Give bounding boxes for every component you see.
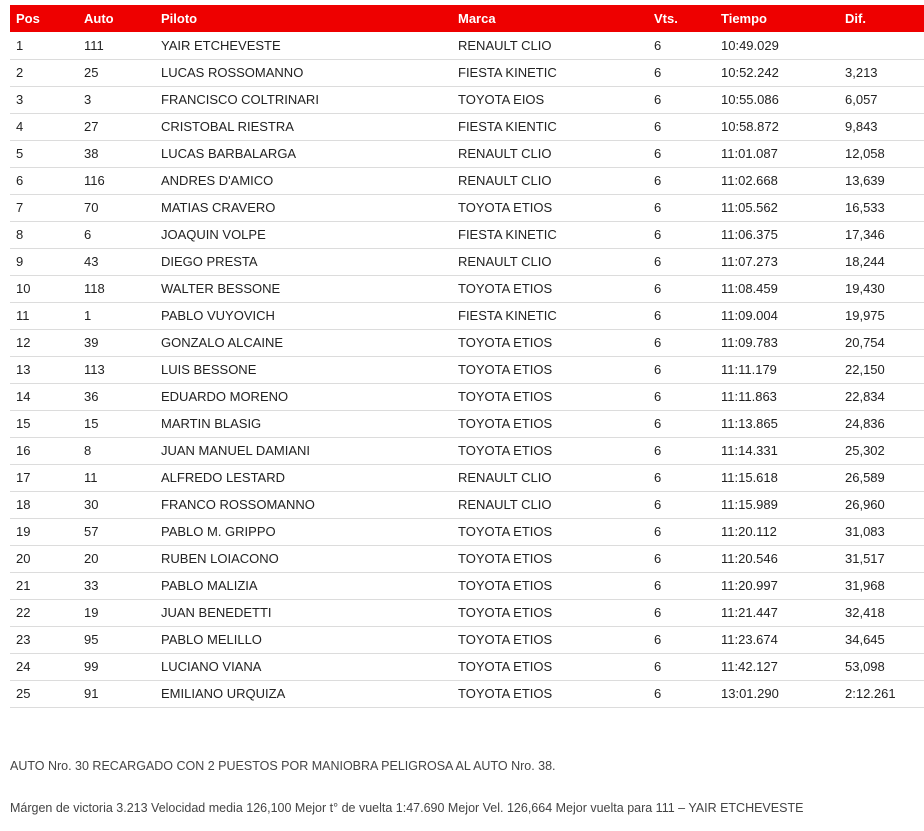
- cell-marca: TOYOTA EIOS: [452, 86, 648, 113]
- table-row: [10, 572, 924, 599]
- cell-pos: 13: [10, 356, 78, 383]
- cell-pos: 6: [10, 167, 78, 194]
- column-header-auto: Auto: [84, 11, 114, 26]
- cell-marca: TOYOTA ETIOS: [452, 545, 648, 572]
- cell-vueltas: 6: [648, 167, 715, 194]
- cell-marca: TOYOTA ETIOS: [452, 356, 648, 383]
- cell-piloto: WALTER BESSONE: [155, 275, 452, 302]
- table-row: [10, 383, 924, 410]
- cell-piloto: MATIAS CRAVERO: [155, 194, 452, 221]
- cell-vueltas: 6: [648, 545, 715, 572]
- cell-vueltas: 6: [648, 86, 715, 113]
- cell-auto: 99: [78, 653, 155, 680]
- cell-tiempo: 10:52.242: [715, 59, 839, 86]
- cell-vueltas: 6: [648, 626, 715, 653]
- cell-vueltas: 6: [648, 32, 715, 59]
- cell-pos: 4: [10, 113, 78, 140]
- cell-piloto: GONZALO ALCAINE: [155, 329, 452, 356]
- cell-dif: 24,836: [839, 410, 924, 437]
- cell-pos: 20: [10, 545, 78, 572]
- cell-vueltas: 6: [648, 680, 715, 707]
- table-row: [10, 140, 924, 167]
- cell-dif: 9,843: [839, 113, 924, 140]
- cell-tiempo: 11:14.331: [715, 437, 839, 464]
- cell-marca: RENAULT CLIO: [452, 491, 648, 518]
- cell-pos: 15: [10, 410, 78, 437]
- cell-pos: 24: [10, 653, 78, 680]
- cell-marca: TOYOTA ETIOS: [452, 680, 648, 707]
- cell-pos: 1: [10, 32, 78, 59]
- cell-tiempo: 11:02.668: [715, 167, 839, 194]
- column-header-marca: Marca: [458, 11, 496, 26]
- cell-pos: 10: [10, 275, 78, 302]
- cell-piloto: CRISTOBAL RIESTRA: [155, 113, 452, 140]
- cell-auto: 8: [78, 437, 155, 464]
- cell-marca: TOYOTA ETIOS: [452, 653, 648, 680]
- table-row: [10, 437, 924, 464]
- column-header-tiempo: Tiempo: [721, 11, 767, 26]
- table-row: [10, 167, 924, 194]
- cell-dif: 22,150: [839, 356, 924, 383]
- table-row: [10, 680, 924, 707]
- cell-vueltas: 6: [648, 59, 715, 86]
- cell-tiempo: 11:20.546: [715, 545, 839, 572]
- cell-dif: 2:12.261: [839, 680, 924, 707]
- cell-marca: RENAULT CLIO: [452, 140, 648, 167]
- cell-vueltas: 6: [648, 140, 715, 167]
- table-row: [10, 113, 924, 140]
- cell-marca: RENAULT CLIO: [452, 167, 648, 194]
- cell-dif: 32,418: [839, 599, 924, 626]
- cell-dif: 19,975: [839, 302, 924, 329]
- cell-vueltas: 6: [648, 518, 715, 545]
- table-row: [10, 491, 924, 518]
- penalty-note: AUTO Nro. 30 RECARGADO CON 2 PUESTOS POR MANIOBRA PELIGROSA AL AUTO Nro. 38.: [10, 759, 556, 773]
- cell-vueltas: 6: [648, 221, 715, 248]
- cell-marca: RENAULT CLIO: [452, 464, 648, 491]
- cell-dif: 12,058: [839, 140, 924, 167]
- cell-dif: 34,645: [839, 626, 924, 653]
- cell-marca: TOYOTA ETIOS: [452, 599, 648, 626]
- cell-vueltas: 6: [648, 410, 715, 437]
- cell-piloto: EMILIANO URQUIZA: [155, 680, 452, 707]
- cell-pos: 22: [10, 599, 78, 626]
- cell-auto: 11: [78, 464, 155, 491]
- table-row: [10, 599, 924, 626]
- cell-vueltas: 6: [648, 572, 715, 599]
- cell-marca: TOYOTA ETIOS: [452, 329, 648, 356]
- cell-marca: TOYOTA ETIOS: [452, 518, 648, 545]
- cell-tiempo: 11:15.618: [715, 464, 839, 491]
- cell-auto: 95: [78, 626, 155, 653]
- cell-tiempo: 10:58.872: [715, 113, 839, 140]
- cell-vueltas: 6: [648, 113, 715, 140]
- cell-auto: 91: [78, 680, 155, 707]
- cell-auto: 118: [78, 275, 155, 302]
- cell-tiempo: 11:01.087: [715, 140, 839, 167]
- table-row: [10, 410, 924, 437]
- cell-tiempo: 10:49.029: [715, 32, 839, 59]
- table-row: [10, 32, 924, 59]
- cell-auto: 38: [78, 140, 155, 167]
- cell-dif: 20,754: [839, 329, 924, 356]
- cell-dif: 13,639: [839, 167, 924, 194]
- column-header-dif: Dif.: [845, 11, 866, 26]
- table-row: [10, 59, 924, 86]
- column-header-vueltas: Vts.: [654, 11, 678, 26]
- cell-marca: FIESTA KINETIC: [452, 221, 648, 248]
- cell-tiempo: 11:15.989: [715, 491, 839, 518]
- table-row: [10, 518, 924, 545]
- cell-auto: 39: [78, 329, 155, 356]
- table-row: [10, 248, 924, 275]
- cell-piloto: JUAN BENEDETTI: [155, 599, 452, 626]
- cell-tiempo: 11:20.112: [715, 518, 839, 545]
- cell-piloto: ALFREDO LESTARD: [155, 464, 452, 491]
- cell-piloto: PABLO MALIZIA: [155, 572, 452, 599]
- cell-marca: FIESTA KINETIC: [452, 59, 648, 86]
- cell-tiempo: 11:42.127: [715, 653, 839, 680]
- cell-marca: TOYOTA ETIOS: [452, 626, 648, 653]
- table-row: [10, 545, 924, 572]
- cell-piloto: MARTIN BLASIG: [155, 410, 452, 437]
- table-row: [10, 464, 924, 491]
- cell-dif: 53,098: [839, 653, 924, 680]
- cell-pos: 23: [10, 626, 78, 653]
- cell-dif: 18,244: [839, 248, 924, 275]
- cell-auto: 20: [78, 545, 155, 572]
- cell-vueltas: 6: [648, 356, 715, 383]
- cell-tiempo: 11:09.783: [715, 329, 839, 356]
- cell-pos: 18: [10, 491, 78, 518]
- cell-auto: 70: [78, 194, 155, 221]
- cell-tiempo: 11:20.997: [715, 572, 839, 599]
- cell-marca: FIESTA KINETIC: [452, 302, 648, 329]
- cell-tiempo: 11:05.562: [715, 194, 839, 221]
- table-row: [10, 275, 924, 302]
- cell-tiempo: 11:09.004: [715, 302, 839, 329]
- cell-vueltas: 6: [648, 491, 715, 518]
- cell-dif: 17,346: [839, 221, 924, 248]
- cell-vueltas: 6: [648, 653, 715, 680]
- cell-piloto: PABLO M. GRIPPO: [155, 518, 452, 545]
- cell-auto: 25: [78, 59, 155, 86]
- table-row: [10, 221, 924, 248]
- cell-pos: 12: [10, 329, 78, 356]
- cell-marca: RENAULT CLIO: [452, 32, 648, 59]
- cell-piloto: PABLO VUYOVICH: [155, 302, 452, 329]
- cell-pos: 8: [10, 221, 78, 248]
- cell-vueltas: 6: [648, 437, 715, 464]
- table-row: [10, 86, 924, 113]
- table-row: [10, 653, 924, 680]
- cell-vueltas: 6: [648, 302, 715, 329]
- cell-dif: 31,517: [839, 545, 924, 572]
- cell-pos: 11: [10, 302, 78, 329]
- cell-pos: 19: [10, 518, 78, 545]
- cell-auto: 3: [78, 86, 155, 113]
- cell-marca: FIESTA KIENTIC: [452, 113, 648, 140]
- cell-piloto: JUAN MANUEL DAMIANI: [155, 437, 452, 464]
- cell-pos: 2: [10, 59, 78, 86]
- cell-auto: 116: [78, 167, 155, 194]
- cell-marca: TOYOTA ETIOS: [452, 572, 648, 599]
- cell-dif: 6,057: [839, 86, 924, 113]
- table-row: [10, 194, 924, 221]
- cell-pos: 9: [10, 248, 78, 275]
- cell-piloto: RUBEN LOIACONO: [155, 545, 452, 572]
- cell-piloto: ANDRES D'AMICO: [155, 167, 452, 194]
- cell-dif: 26,960: [839, 491, 924, 518]
- cell-pos: 14: [10, 383, 78, 410]
- cell-tiempo: 11:23.674: [715, 626, 839, 653]
- cell-tiempo: 10:55.086: [715, 86, 839, 113]
- cell-piloto: FRANCISCO COLTRINARI: [155, 86, 452, 113]
- cell-auto: 1: [78, 302, 155, 329]
- cell-tiempo: 11:07.273: [715, 248, 839, 275]
- cell-dif: 3,213: [839, 59, 924, 86]
- results-table-body: [10, 32, 924, 707]
- cell-auto: 33: [78, 572, 155, 599]
- results-table: [10, 5, 924, 708]
- cell-auto: 57: [78, 518, 155, 545]
- cell-tiempo: 11:11.179: [715, 356, 839, 383]
- table-row: [10, 302, 924, 329]
- cell-dif: 19,430: [839, 275, 924, 302]
- results-table-header: [10, 5, 924, 32]
- column-header-piloto: Piloto: [161, 11, 198, 26]
- cell-auto: 113: [78, 356, 155, 383]
- cell-auto: 30: [78, 491, 155, 518]
- cell-auto: 6: [78, 221, 155, 248]
- cell-marca: RENAULT CLIO: [452, 248, 648, 275]
- cell-dif: 31,968: [839, 572, 924, 599]
- table-row: [10, 329, 924, 356]
- cell-dif: 16,533: [839, 194, 924, 221]
- cell-tiempo: 11:08.459: [715, 275, 839, 302]
- cell-auto: 43: [78, 248, 155, 275]
- cell-piloto: EDUARDO MORENO: [155, 383, 452, 410]
- cell-auto: 36: [78, 383, 155, 410]
- cell-pos: 17: [10, 464, 78, 491]
- cell-marca: TOYOTA ETIOS: [452, 194, 648, 221]
- cell-vueltas: 6: [648, 383, 715, 410]
- race-summary-note: Márgen de victoria 3.213 Velocidad media 126,100 Mejor t° de vuelta 1:47.690 Mejor Vel. 126,664 Mejor vuelta para 111 – YAIR ETCHEVESTE: [10, 801, 804, 815]
- cell-tiempo: 11:21.447: [715, 599, 839, 626]
- cell-auto: 111: [78, 32, 155, 59]
- cell-tiempo: 11:06.375: [715, 221, 839, 248]
- cell-dif: 22,834: [839, 383, 924, 410]
- cell-piloto: JOAQUIN VOLPE: [155, 221, 452, 248]
- cell-piloto: LUCAS ROSSOMANNO: [155, 59, 452, 86]
- cell-marca: TOYOTA ETIOS: [452, 437, 648, 464]
- cell-pos: 21: [10, 572, 78, 599]
- cell-tiempo: 11:11.863: [715, 383, 839, 410]
- cell-piloto: LUIS BESSONE: [155, 356, 452, 383]
- cell-pos: 5: [10, 140, 78, 167]
- cell-piloto: PABLO MELILLO: [155, 626, 452, 653]
- cell-piloto: YAIR ETCHEVESTE: [155, 32, 452, 59]
- cell-pos: 25: [10, 680, 78, 707]
- cell-pos: 7: [10, 194, 78, 221]
- cell-vueltas: 6: [648, 599, 715, 626]
- cell-pos: 16: [10, 437, 78, 464]
- cell-dif: 26,589: [839, 464, 924, 491]
- cell-tiempo: 11:13.865: [715, 410, 839, 437]
- cell-auto: 15: [78, 410, 155, 437]
- cell-vueltas: 6: [648, 329, 715, 356]
- cell-marca: TOYOTA ETIOS: [452, 383, 648, 410]
- cell-tiempo: 13:01.290: [715, 680, 839, 707]
- cell-auto: 19: [78, 599, 155, 626]
- table-row: [10, 356, 924, 383]
- cell-piloto: FRANCO ROSSOMANNO: [155, 491, 452, 518]
- cell-piloto: LUCAS BARBALARGA: [155, 140, 452, 167]
- cell-pos: 3: [10, 86, 78, 113]
- cell-dif: [839, 32, 924, 59]
- cell-vueltas: 6: [648, 464, 715, 491]
- cell-marca: TOYOTA ETIOS: [452, 275, 648, 302]
- cell-vueltas: 6: [648, 248, 715, 275]
- cell-vueltas: 6: [648, 275, 715, 302]
- header-row: [10, 5, 924, 32]
- cell-auto: 27: [78, 113, 155, 140]
- cell-vueltas: 6: [648, 194, 715, 221]
- cell-dif: 25,302: [839, 437, 924, 464]
- cell-dif: 31,083: [839, 518, 924, 545]
- column-header-pos: Pos: [16, 11, 40, 26]
- cell-marca: TOYOTA ETIOS: [452, 410, 648, 437]
- table-row: [10, 626, 924, 653]
- cell-piloto: DIEGO PRESTA: [155, 248, 452, 275]
- cell-piloto: LUCIANO VIANA: [155, 653, 452, 680]
